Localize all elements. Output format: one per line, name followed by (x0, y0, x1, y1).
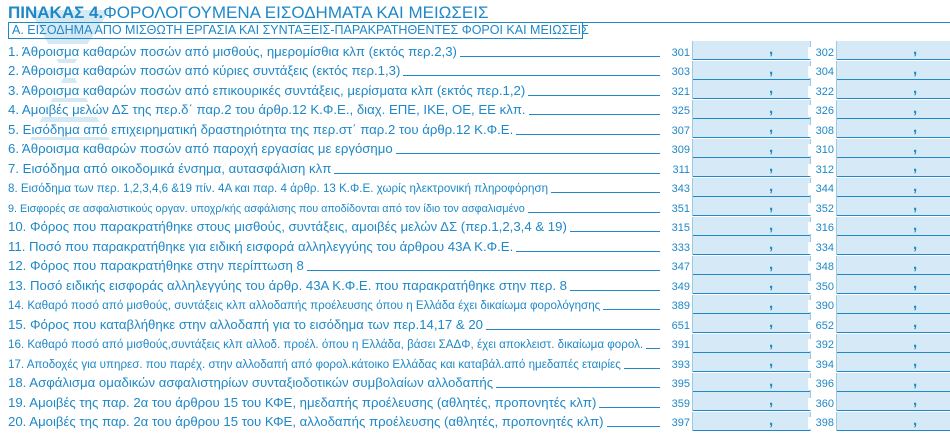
row-label: 16. Καθαρό ποσό από μισθούς,συντάξεις κλπ αλλοδ. προέλ. όπου η Ελλάδα, βάσει ΣΑΔΦ, έχει αποκλειστ. δικαίωμα φορολ. (8, 338, 646, 351)
row-label: 18. Ασφάλισμα ομαδικών ασφαλιστηρίων συνταξιοδοτικών συμβολαίων αλλοδαπής (8, 375, 496, 390)
amount-field-2[interactable] (836, 334, 950, 353)
amount-field-2[interactable] (836, 178, 950, 197)
row-label: 15. Φόρος που καταβλήθηκε στην αλλοδαπή για το εισόδημα των περ.14,17 & 20 (8, 317, 486, 332)
decimal-comma: , (913, 158, 918, 175)
decimal-comma: , (769, 216, 774, 234)
amount-field-1[interactable] (692, 139, 811, 158)
decimal-comma: , (913, 294, 918, 312)
row-label: 12. Φόρος που παρακρατήθηκε στην περίπτωση 8 (8, 258, 307, 273)
amount-field-1[interactable] (692, 217, 811, 236)
field-code: 334 (808, 242, 834, 254)
field-code: 344 (808, 183, 834, 195)
row-label: 1. Άθροισμα καθαρών ποσών από μισθούς, ημερομίσθια κλπ (εκτός περ.2,3) (8, 44, 460, 59)
decimal-comma: , (913, 177, 918, 195)
amount-field-1[interactable] (692, 275, 811, 294)
field-code: 312 (808, 164, 834, 176)
form-row (0, 373, 950, 393)
form-row (0, 80, 950, 100)
amount-field-1[interactable] (692, 353, 811, 372)
form-row (0, 61, 950, 81)
decimal-comma: , (769, 372, 774, 390)
decimal-comma: , (913, 275, 918, 292)
decimal-comma: , (769, 41, 774, 58)
field-code: 303 (664, 66, 690, 78)
field-code: 309 (664, 144, 690, 156)
field-code: 301 (664, 47, 690, 59)
row-label: 7. Εισόδημα από οικοδομικά ένσημα, αυτασφάλιση κλπ (8, 161, 334, 176)
amount-field-2[interactable] (836, 41, 950, 60)
form-row (0, 256, 950, 276)
row-label: 10. Φόρος που παρακρατήθηκε στους μισθούς, συντάξεις, αμοιβές μελών ΔΣ (περ.1,2,3,4 & 19) (8, 219, 570, 234)
form-row (0, 412, 950, 432)
decimal-comma: , (769, 138, 774, 156)
amount-field-1[interactable] (692, 119, 811, 138)
form-row (0, 217, 950, 237)
field-code: 322 (808, 86, 834, 98)
field-code: 349 (664, 281, 690, 293)
amount-field-1[interactable] (692, 412, 811, 431)
amount-field-2[interactable] (836, 392, 950, 411)
form-row (0, 158, 950, 178)
amount-field-2[interactable] (836, 217, 950, 236)
decimal-comma: , (769, 333, 774, 351)
amount-field-2[interactable] (836, 295, 950, 314)
amount-field-2[interactable] (836, 373, 950, 392)
form-row (0, 353, 950, 373)
decimal-comma: , (913, 197, 918, 214)
amount-field-1[interactable] (692, 100, 811, 119)
amount-field-2[interactable] (836, 412, 950, 431)
decimal-comma: , (769, 158, 774, 175)
row-label: 20. Αμοιβές της παρ. 2α του άρθρου 15 του ΚΦΕ, αλλοδαπής προέλευσης (αθλητές, προπονητές κλπ) (8, 414, 607, 429)
field-code: 321 (664, 86, 690, 98)
amount-field-2[interactable] (836, 119, 950, 138)
decimal-comma: , (913, 99, 918, 117)
amount-field-1[interactable] (692, 197, 811, 216)
field-code: 398 (808, 417, 834, 429)
page-title (8, 2, 488, 24)
form-row (0, 314, 950, 334)
field-code: 343 (664, 183, 690, 195)
amount-field-1[interactable] (692, 373, 811, 392)
field-code: 326 (808, 105, 834, 117)
row-label: 6. Άθροισμα καθαρών ποσών από παροχή εργασίας με εργόσημο (8, 141, 396, 156)
form-row (0, 236, 950, 256)
table-title: ΦΟΡΟΛΟΓΟΥΜΕΝΑ ΕΙΣΟΔΗΜΑΤΑ ΚΑΙ ΜΕΙΩΣΕΙΣ (103, 3, 489, 22)
decimal-comma: , (913, 119, 918, 136)
field-underline (693, 430, 810, 431)
field-code: 302 (808, 47, 834, 59)
amount-field-1[interactable] (692, 80, 811, 99)
field-code: 315 (664, 222, 690, 234)
form-rows (0, 41, 950, 431)
amount-field-1[interactable] (692, 295, 811, 314)
amount-field-1[interactable] (692, 178, 811, 197)
field-code: 304 (808, 66, 834, 78)
amount-field-2[interactable] (836, 197, 950, 216)
amount-field-1[interactable] (692, 158, 811, 177)
form-row (0, 100, 950, 120)
field-code: 308 (808, 125, 834, 137)
amount-field-2[interactable] (836, 275, 950, 294)
field-code: 325 (664, 105, 690, 117)
field-code: 352 (808, 203, 834, 215)
field-code: 310 (808, 144, 834, 156)
amount-field-2[interactable] (836, 139, 950, 158)
decimal-comma: , (769, 60, 774, 78)
amount-field-1[interactable] (692, 256, 811, 275)
decimal-comma: , (769, 177, 774, 195)
decimal-comma: , (769, 236, 774, 253)
decimal-comma: , (769, 80, 774, 97)
row-label: 2. Άθροισμα καθαρών ποσών από κύριες συντάξεις (εκτός περ.1,3) (8, 63, 403, 78)
field-underline (837, 430, 950, 431)
field-code: 350 (808, 281, 834, 293)
amount-field-1[interactable] (692, 41, 811, 60)
row-label: 5. Εισόδημα από επιχειρηματική δραστηριότητα της περ.στ΄ παρ.2 του άρθρ.12 Κ.Φ.Ε. (8, 122, 516, 137)
field-code: 307 (664, 125, 690, 137)
decimal-comma: , (769, 255, 774, 273)
field-code: 347 (664, 261, 690, 273)
decimal-comma: , (913, 216, 918, 234)
decimal-comma: , (769, 294, 774, 312)
decimal-comma: , (913, 353, 918, 370)
amount-field-1[interactable] (692, 314, 811, 333)
field-code: 394 (808, 359, 834, 371)
amount-field-1[interactable] (692, 392, 811, 411)
form-row (0, 392, 950, 412)
form-row (0, 275, 950, 295)
divider (583, 22, 950, 23)
decimal-comma: , (913, 411, 918, 429)
decimal-comma: , (769, 392, 774, 409)
decimal-comma: , (769, 411, 774, 429)
form-row (0, 139, 950, 159)
field-code: 393 (664, 359, 690, 371)
field-code: 360 (808, 398, 834, 410)
decimal-comma: , (913, 255, 918, 273)
form-row (0, 295, 950, 315)
field-code: 651 (664, 320, 690, 332)
row-label: 3. Άθροισμα καθαρών ποσών από επικουρικές συντάξεις, μερίσματα κλπ (εκτός περ.1,2) (8, 83, 528, 98)
field-code: 311 (664, 164, 690, 176)
field-code: 652 (808, 320, 834, 332)
form-row (0, 334, 950, 354)
form-row (0, 41, 950, 61)
amount-field-2[interactable] (836, 158, 950, 177)
row-label: 11. Ποσό που παρακρατήθηκε για ειδική εισφορά αλληλεγγύης του άρθρου 43Α Κ.Φ.Ε. (8, 239, 516, 254)
field-code: 348 (808, 261, 834, 273)
field-code: 396 (808, 378, 834, 390)
decimal-comma: , (913, 372, 918, 390)
decimal-comma: , (913, 60, 918, 78)
decimal-comma: , (769, 119, 774, 136)
decimal-comma: , (769, 99, 774, 117)
section-heading: Α. ΕΙΣΟΔΗΜΑ ΑΠΟ ΜΙΣΘΩΤΗ ΕΡΓΑΣΙΑ ΚΑΙ ΣΥΝΤΑΞΕΙΣ-ΠΑΡΑΚΡΑΤΗΘΕΝΤΕΣ ΦΟΡΟΙ ΚΑΙ ΜΕΙΩΣΕΙΣ (8, 22, 583, 39)
decimal-comma: , (913, 314, 918, 331)
amount-field-1[interactable] (692, 236, 811, 255)
decimal-comma: , (913, 138, 918, 156)
amount-field-2[interactable] (836, 236, 950, 255)
field-code: 395 (664, 378, 690, 390)
form-row (0, 119, 950, 139)
field-code: 390 (808, 300, 834, 312)
row-label: 8. Εισόδημα των περ. 1,2,3,4,6 &19 πίν. 4Α και παρ. 4 άρθρ. 13 Κ.Φ.Ε. χωρίς ηλεκτρονική πληροφόρηση (8, 182, 551, 195)
decimal-comma: , (913, 333, 918, 351)
table-number: ΠΙΝΑΚΑΣ 4. (8, 3, 104, 22)
amount-field-1[interactable] (692, 61, 811, 80)
decimal-comma: , (769, 314, 774, 331)
amount-field-2[interactable] (836, 256, 950, 275)
row-label: 9. Εισφορές σε ασφαλιστικούς οργαν. υποχρ/κής ασφάλισης που αποδίδονται από τον ίδιο τον ασφαλισμένο (8, 203, 528, 215)
row-label: 13. Ποσό ειδικής εισφοράς αλληλεγγύης του άρθρ. 43Α Κ.Φ.Ε. που παρακρατήθηκε στην περ. 8 (8, 278, 570, 293)
field-code: 351 (664, 203, 690, 215)
amount-field-2[interactable] (836, 61, 950, 80)
row-label: 19. Αμοιβές της παρ. 2α του άρθρου 15 του ΚΦΕ, ημεδαπής προέλευσης (αθλητές, προπονητές κλπ) (8, 395, 599, 410)
decimal-comma: , (913, 236, 918, 253)
decimal-comma: , (913, 392, 918, 409)
amount-field-2[interactable] (836, 80, 950, 99)
field-code: 389 (664, 300, 690, 312)
row-label: 17. Αποδοχές για υπηρεσ. που παρέχ. στην αλλοδαπή από φορολ.κάτοικο Ελλάδας και καταβάλ.από ημεδαπές εταιρίες (8, 358, 624, 371)
decimal-comma: , (769, 197, 774, 214)
field-code: 397 (664, 417, 690, 429)
amount-field-2[interactable] (836, 314, 950, 333)
decimal-comma: , (769, 275, 774, 292)
form-row (0, 178, 950, 198)
decimal-comma: , (913, 41, 918, 58)
decimal-comma: , (769, 353, 774, 370)
form-row (0, 197, 950, 217)
field-code: 392 (808, 339, 834, 351)
row-label: 14. Καθαρό ποσό από μισθούς, συντάξεις κλπ αλλοδαπής προέλευσης όπου η Ελλάδα έχει δικαίωμα φορολόγησης (8, 299, 603, 312)
field-code: 391 (664, 339, 690, 351)
decimal-comma: , (913, 80, 918, 97)
field-code: 333 (664, 242, 690, 254)
field-code: 316 (808, 222, 834, 234)
field-code: 359 (664, 398, 690, 410)
amount-field-2[interactable] (836, 353, 950, 372)
row-label: 4. Αμοιβές μελών ΔΣ της περ.δ΄ παρ.2 του άρθρ.12 Κ.Φ.Ε., διαχ. ΕΠΕ, ΙΚΕ, ΟΕ, ΕΕ κλπ. (8, 102, 529, 117)
amount-field-2[interactable] (836, 100, 950, 119)
amount-field-1[interactable] (692, 334, 811, 353)
